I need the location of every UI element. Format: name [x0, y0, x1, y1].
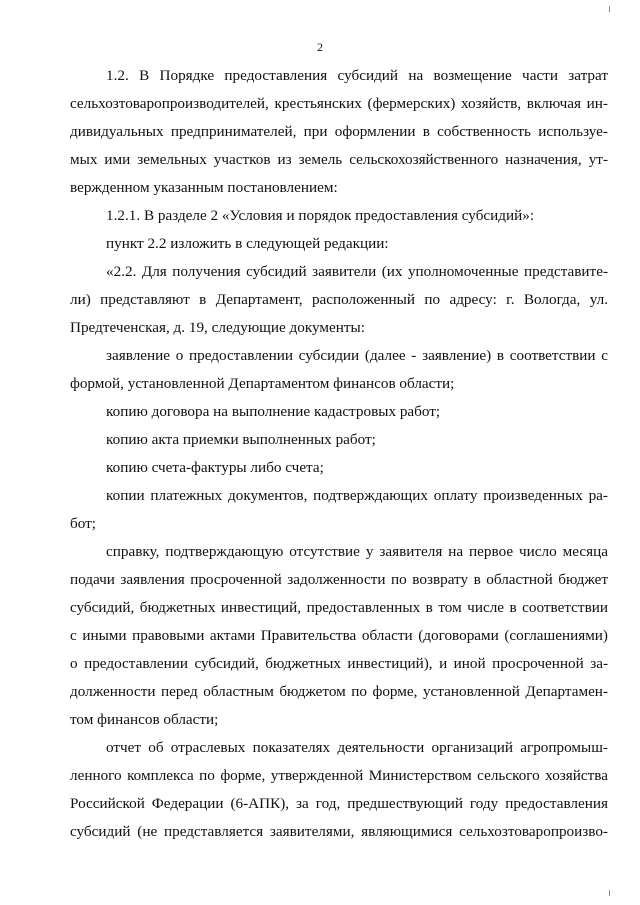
text-line: субсидий (не представляется заявителями, являющимися сельхозтоваропроизво-	[70, 823, 608, 840]
text-line: о предоставлении субсидий, бюджетных инвестиций), и иной просроченной за-	[70, 655, 608, 672]
text-line: субсидий, бюджетных инвестиций, предоставленных в том числе в соответствии	[70, 599, 608, 616]
text-line: пункт 2.2 изложить в следующей редакции:	[106, 235, 389, 252]
text-line: с иными правовыми актами Правительства области (договорами (соглашениями)	[70, 627, 608, 644]
text-line: сельхозтоваропроизводителей, крестьянских (фермерских) хозяйств, включая ин-	[70, 95, 608, 112]
text-line: 1.2. В Порядке предоставления субсидий на возмещение части затрат	[106, 67, 608, 84]
text-line: копию счета-фактуры либо счета;	[106, 459, 324, 476]
text-line: ли) представляют в Департамент, расположенный по адресу: г. Вологда, ул.	[70, 291, 608, 308]
page-number: 2	[317, 40, 323, 54]
text-line: копию акта приемки выполненных работ;	[106, 431, 376, 448]
text-line: копии платежных документов, подтверждающих оплату произведенных ра-	[106, 487, 608, 504]
text-line: бот;	[70, 515, 96, 532]
scan-mark	[609, 890, 610, 896]
text-line: копию договора на выполнение кадастровых работ;	[106, 403, 441, 420]
text-line: 1.2.1. В разделе 2 «Условия и порядок предоставления субсидий»:	[106, 207, 535, 224]
text-line: долженности перед областным бюджетом по форме, установленной Департамен-	[70, 683, 608, 700]
text-line: справку, подтверждающую отсутствие у заявителя на первое число месяца	[106, 543, 608, 560]
text-line: вержденном указанным постановлением:	[70, 179, 338, 196]
text-line: том финансов области;	[70, 711, 219, 728]
text-line: «2.2. Для получения субсидий заявители (их уполномоченные представите-	[106, 263, 608, 280]
text-line: заявление о предоставлении субсидии (далее - заявление) в соответствии с	[106, 347, 608, 364]
text-line: формой, установленной Департаментом финансов области;	[70, 375, 455, 392]
text-line: подачи заявления просроченной задолженности по возврату в областной бюджет	[70, 571, 608, 588]
text-line: отчет об отраслевых показателях деятельности организаций агропромыш-	[106, 739, 608, 756]
text-line: дивидуальных предпринимателей, при оформлении в собственность используе-	[70, 123, 608, 140]
text-line: ленного комплекса по форме, утвержденной Министерством сельского хозяйства	[70, 767, 608, 784]
text-line: Российской Федерации (6-АПК), за год, предшествующий году предоставления	[70, 795, 608, 812]
text-line: мых ими земельных участков из земель сельскохозяйственного назначения, ут-	[70, 151, 608, 168]
scan-mark	[609, 6, 610, 12]
text-line: Предтеченская, д. 19, следующие документы:	[70, 319, 365, 336]
